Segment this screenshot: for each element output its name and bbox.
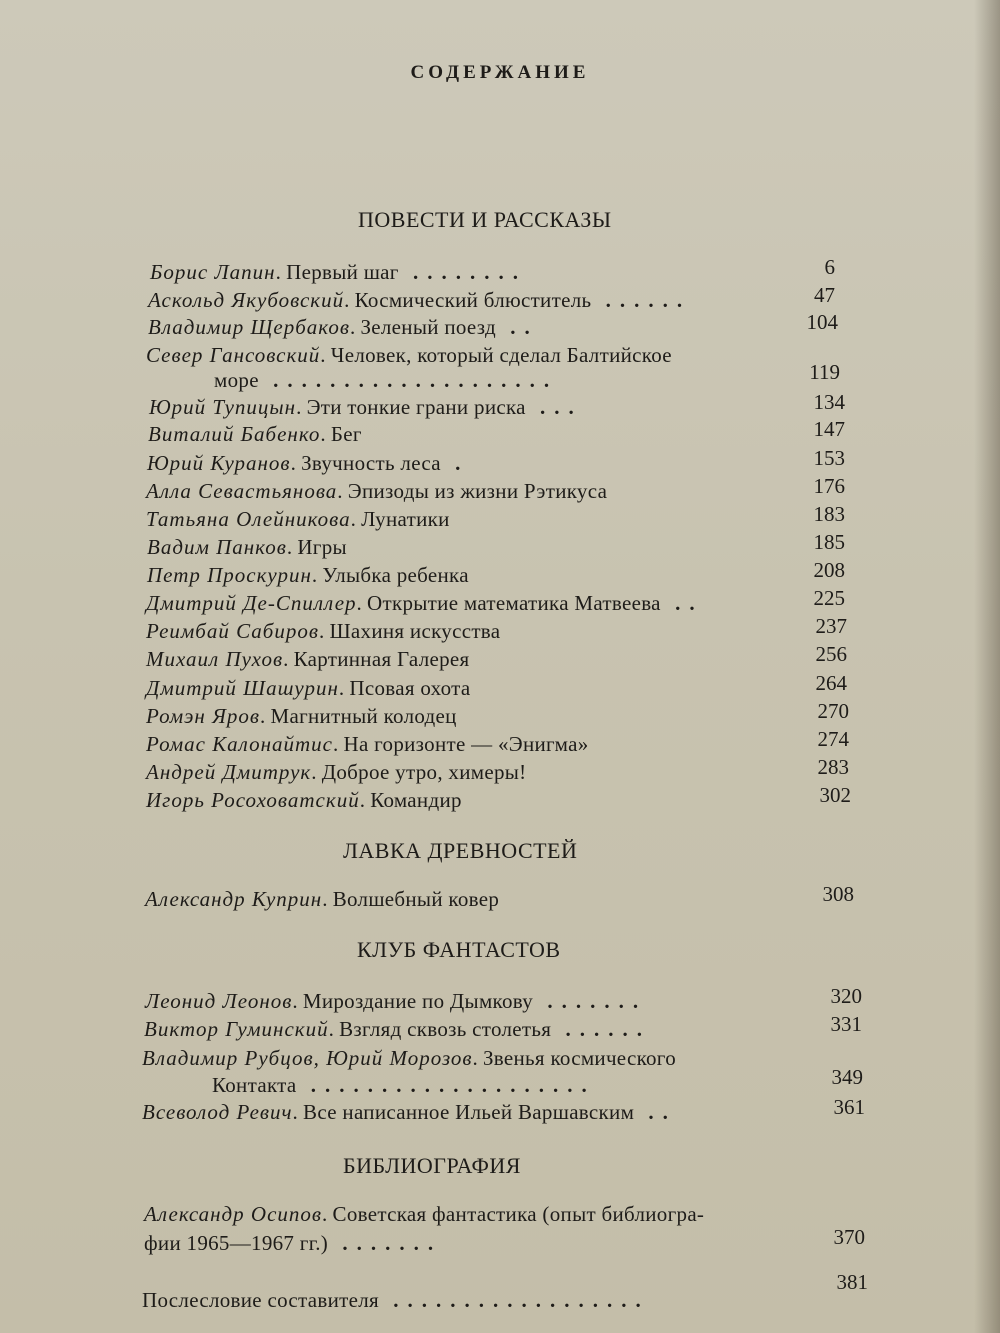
toc-entry[interactable] xyxy=(146,645,469,673)
dot-leader: .................. xyxy=(378,1288,650,1312)
entry-title: Лунатики xyxy=(361,507,450,531)
entry-page-number: 147 xyxy=(813,417,845,441)
toc-entry[interactable] xyxy=(142,1044,676,1072)
entry-page-number: 370 xyxy=(833,1225,865,1249)
toc-entry[interactable] xyxy=(145,885,499,913)
dot-leader: ....... xyxy=(533,989,648,1013)
author-period: . xyxy=(275,260,287,284)
toc-entry[interactable] xyxy=(146,617,500,645)
entry-title: Все написанное Ильей Варшавским xyxy=(303,1100,635,1124)
dot-leader: .. xyxy=(660,591,704,615)
entry-page-number: 183 xyxy=(813,502,845,526)
author-period: . xyxy=(292,989,303,1013)
entry-author: Борис Лапин xyxy=(150,260,276,284)
author-period: . xyxy=(472,1046,483,1070)
entry-title: На горизонте — «Энигма» xyxy=(343,732,589,756)
entry-title: Бег xyxy=(330,422,362,446)
toc-entry[interactable] xyxy=(144,1200,704,1228)
entry-author: Ромас Калонайтис xyxy=(146,732,334,756)
entry-author: Александр Осипов xyxy=(144,1202,323,1226)
entry-title-continued: фии 1965—1967 гг.) xyxy=(144,1231,329,1255)
author-period: . xyxy=(320,343,331,367)
toc-entry[interactable] xyxy=(144,1015,651,1043)
entry-page-number: 134 xyxy=(813,390,845,414)
entry-page-number: 283 xyxy=(817,755,849,779)
toc-entry[interactable] xyxy=(146,758,526,786)
author-period: . xyxy=(286,535,298,559)
author-period: . xyxy=(292,1100,304,1124)
toc-entry[interactable] xyxy=(146,786,462,814)
author-period: . xyxy=(260,704,271,728)
author-period: . xyxy=(296,395,307,419)
entry-title: Улыбка ребенка xyxy=(322,563,469,587)
dot-leader: ........ xyxy=(398,260,527,284)
entry-title: Звенья космического xyxy=(482,1046,677,1070)
author-period: . xyxy=(359,788,371,812)
author-period: . xyxy=(328,1017,340,1041)
entry-author: Владимир Щербаков xyxy=(148,315,350,339)
afterword-entry[interactable] xyxy=(142,1286,650,1314)
section-title-stories: ПОВЕСТИ И РАССКАЗЫ xyxy=(358,207,612,232)
entry-author: Всеволод Ревич xyxy=(142,1100,293,1124)
entry-author: Виктор Гуминский xyxy=(144,1017,329,1041)
entry-page-number: 264 xyxy=(815,671,847,695)
entry-page-number: 104 xyxy=(806,310,838,334)
entry-page-number: 47 xyxy=(814,283,835,307)
author-period: . xyxy=(318,619,330,643)
toc-entry[interactable] xyxy=(146,589,704,617)
toc-entry[interactable] xyxy=(146,730,589,758)
entry-page-number: 208 xyxy=(813,558,845,582)
toc-entry-continuation xyxy=(144,1229,442,1257)
author-period: . xyxy=(322,887,333,911)
entry-title-continued: море xyxy=(214,368,259,392)
author-period: . xyxy=(356,591,368,615)
entry-page-number: 6 xyxy=(824,255,835,279)
afterword-page-number: 381 xyxy=(836,1270,868,1294)
entry-author: Игорь Росоховатский xyxy=(146,788,360,812)
entry-author: Владимир Рубцов, Юрий Морозов xyxy=(142,1046,473,1070)
entry-page-number: 176 xyxy=(813,474,845,498)
entry-title: Мироздание по Дымкову xyxy=(302,989,534,1013)
author-period: . xyxy=(333,732,344,756)
author-period: . xyxy=(350,507,362,531)
dot-leader: ....... xyxy=(328,1231,443,1255)
dot-leader: . xyxy=(440,451,470,475)
entry-author: Петр Проскурин xyxy=(147,563,312,587)
afterword-title: Послесловие составителя xyxy=(142,1288,379,1312)
toc-entry[interactable] xyxy=(146,505,450,533)
entry-author: Леонид Леонов xyxy=(145,989,293,1013)
entry-page-number: 153 xyxy=(813,446,845,470)
entry-author: Алла Севастьянова xyxy=(146,479,338,503)
entry-title: Картинная Галерея xyxy=(293,647,470,671)
entry-title: Волшебный ковер xyxy=(332,887,500,911)
entry-page-number: 237 xyxy=(815,614,847,638)
entry-title: Псовая охота xyxy=(349,676,471,700)
entry-title-continued: Контакта xyxy=(212,1073,297,1097)
toc-entry[interactable] xyxy=(146,674,471,702)
section-title-bibliography: БИБЛИОГРАФИЯ xyxy=(343,1153,521,1178)
dot-leader: .................... xyxy=(296,1073,596,1097)
toc-entry[interactable] xyxy=(146,341,672,369)
entry-title: Эти тонкие грани риска xyxy=(306,395,526,419)
entry-title: Звучность леса xyxy=(301,451,441,475)
author-period: . xyxy=(322,1202,333,1226)
entry-author: Михаил Пухов xyxy=(146,647,284,671)
entry-title: Игры xyxy=(297,535,347,559)
entry-page-number: 270 xyxy=(817,699,849,723)
author-period: . xyxy=(344,288,355,312)
entry-title: Советская фантастика (опыт библиогра- xyxy=(332,1202,705,1226)
toc-entry[interactable] xyxy=(148,420,362,448)
dot-leader: .................... xyxy=(258,368,559,392)
entry-page-number: 225 xyxy=(813,586,845,610)
toc-entry-continuation xyxy=(212,1071,596,1099)
entry-title: Взгляд сквозь столетья xyxy=(339,1017,552,1041)
entry-author: Андрей Дмитрук xyxy=(146,760,312,784)
toc-entry[interactable] xyxy=(150,258,527,286)
entry-title: Командир xyxy=(370,788,462,812)
entry-author: Север Гансовский xyxy=(146,343,321,367)
entry-title: Шахиня искусства xyxy=(329,619,501,643)
entry-author: Ромэн Яров xyxy=(146,704,261,728)
section-title-antiques: ЛАВКА ДРЕВНОСТЕЙ xyxy=(343,838,578,863)
author-period: . xyxy=(283,647,294,671)
author-period: . xyxy=(349,315,361,339)
entry-title: Открытие математика Матвеева xyxy=(367,591,661,615)
entry-author: Виталий Бабенко xyxy=(148,422,321,446)
dot-leader: ...... xyxy=(591,288,692,312)
author-period: . xyxy=(311,760,322,784)
author-period: . xyxy=(337,479,348,503)
entry-page-number: 274 xyxy=(817,727,849,751)
toc-entry[interactable] xyxy=(149,393,583,421)
entry-title: Зеленый поезд xyxy=(360,315,497,339)
entry-author: Реимбай Сабиров xyxy=(146,619,319,643)
author-period: . xyxy=(311,563,323,587)
toc-entry[interactable] xyxy=(147,533,347,561)
entry-page-number: 119 xyxy=(809,360,840,384)
toc-entry[interactable] xyxy=(142,1098,677,1126)
dot-leader: .. xyxy=(496,315,539,339)
entry-page-number: 361 xyxy=(833,1095,865,1119)
contents-heading: СОДЕРЖАНИЕ xyxy=(410,62,590,83)
entry-author: Александр Куприн xyxy=(145,887,323,911)
author-period: . xyxy=(338,676,350,700)
page-edge-shadow xyxy=(974,0,1000,1333)
entry-title: Магнитный колодец xyxy=(270,704,457,728)
entry-page-number: 185 xyxy=(813,530,845,554)
entry-page-number: 349 xyxy=(831,1065,863,1089)
entry-page-number: 308 xyxy=(822,882,854,906)
entry-author: Юрий Куранов xyxy=(147,451,291,475)
author-period: . xyxy=(290,451,302,475)
toc-entry[interactable] xyxy=(148,286,691,314)
dot-leader: ... xyxy=(525,395,583,419)
entry-title: Эпизоды из жизни Рэтикуса xyxy=(347,479,608,503)
toc-entry[interactable] xyxy=(146,477,607,505)
entry-page-number: 320 xyxy=(830,984,862,1008)
toc-entry[interactable] xyxy=(148,313,539,341)
entry-title: Доброе утро, химеры! xyxy=(321,760,527,784)
entry-author: Татьяна Олейникова xyxy=(146,507,351,531)
section-title-club: КЛУБ ФАНТАСТОВ xyxy=(357,937,561,962)
toc-entry[interactable] xyxy=(145,987,647,1015)
entry-author: Дмитрий Де-Спиллер xyxy=(146,591,357,615)
entry-author: Юрий Тупицын xyxy=(149,395,297,419)
entry-title: Космический блюститель xyxy=(354,288,592,312)
dot-leader: ...... xyxy=(551,1017,651,1041)
toc-entry[interactable] xyxy=(147,561,469,589)
entry-author: Аскольд Якубовский xyxy=(148,288,345,312)
entry-author: Дмитрий Шашурин xyxy=(146,676,339,700)
entry-page-number: 256 xyxy=(815,642,847,666)
toc-entry[interactable] xyxy=(146,702,457,730)
entry-page-number: 331 xyxy=(830,1012,862,1036)
toc-entry-continuation xyxy=(214,366,558,394)
entry-author: Вадим Панков xyxy=(147,535,287,559)
toc-entry[interactable] xyxy=(147,449,469,477)
author-period: . xyxy=(320,422,331,446)
entry-title: Первый шаг xyxy=(286,260,399,284)
entry-title: Человек, который сделал Балтийское xyxy=(330,343,672,367)
entry-page-number: 302 xyxy=(819,783,851,807)
dot-leader: .. xyxy=(634,1100,677,1124)
